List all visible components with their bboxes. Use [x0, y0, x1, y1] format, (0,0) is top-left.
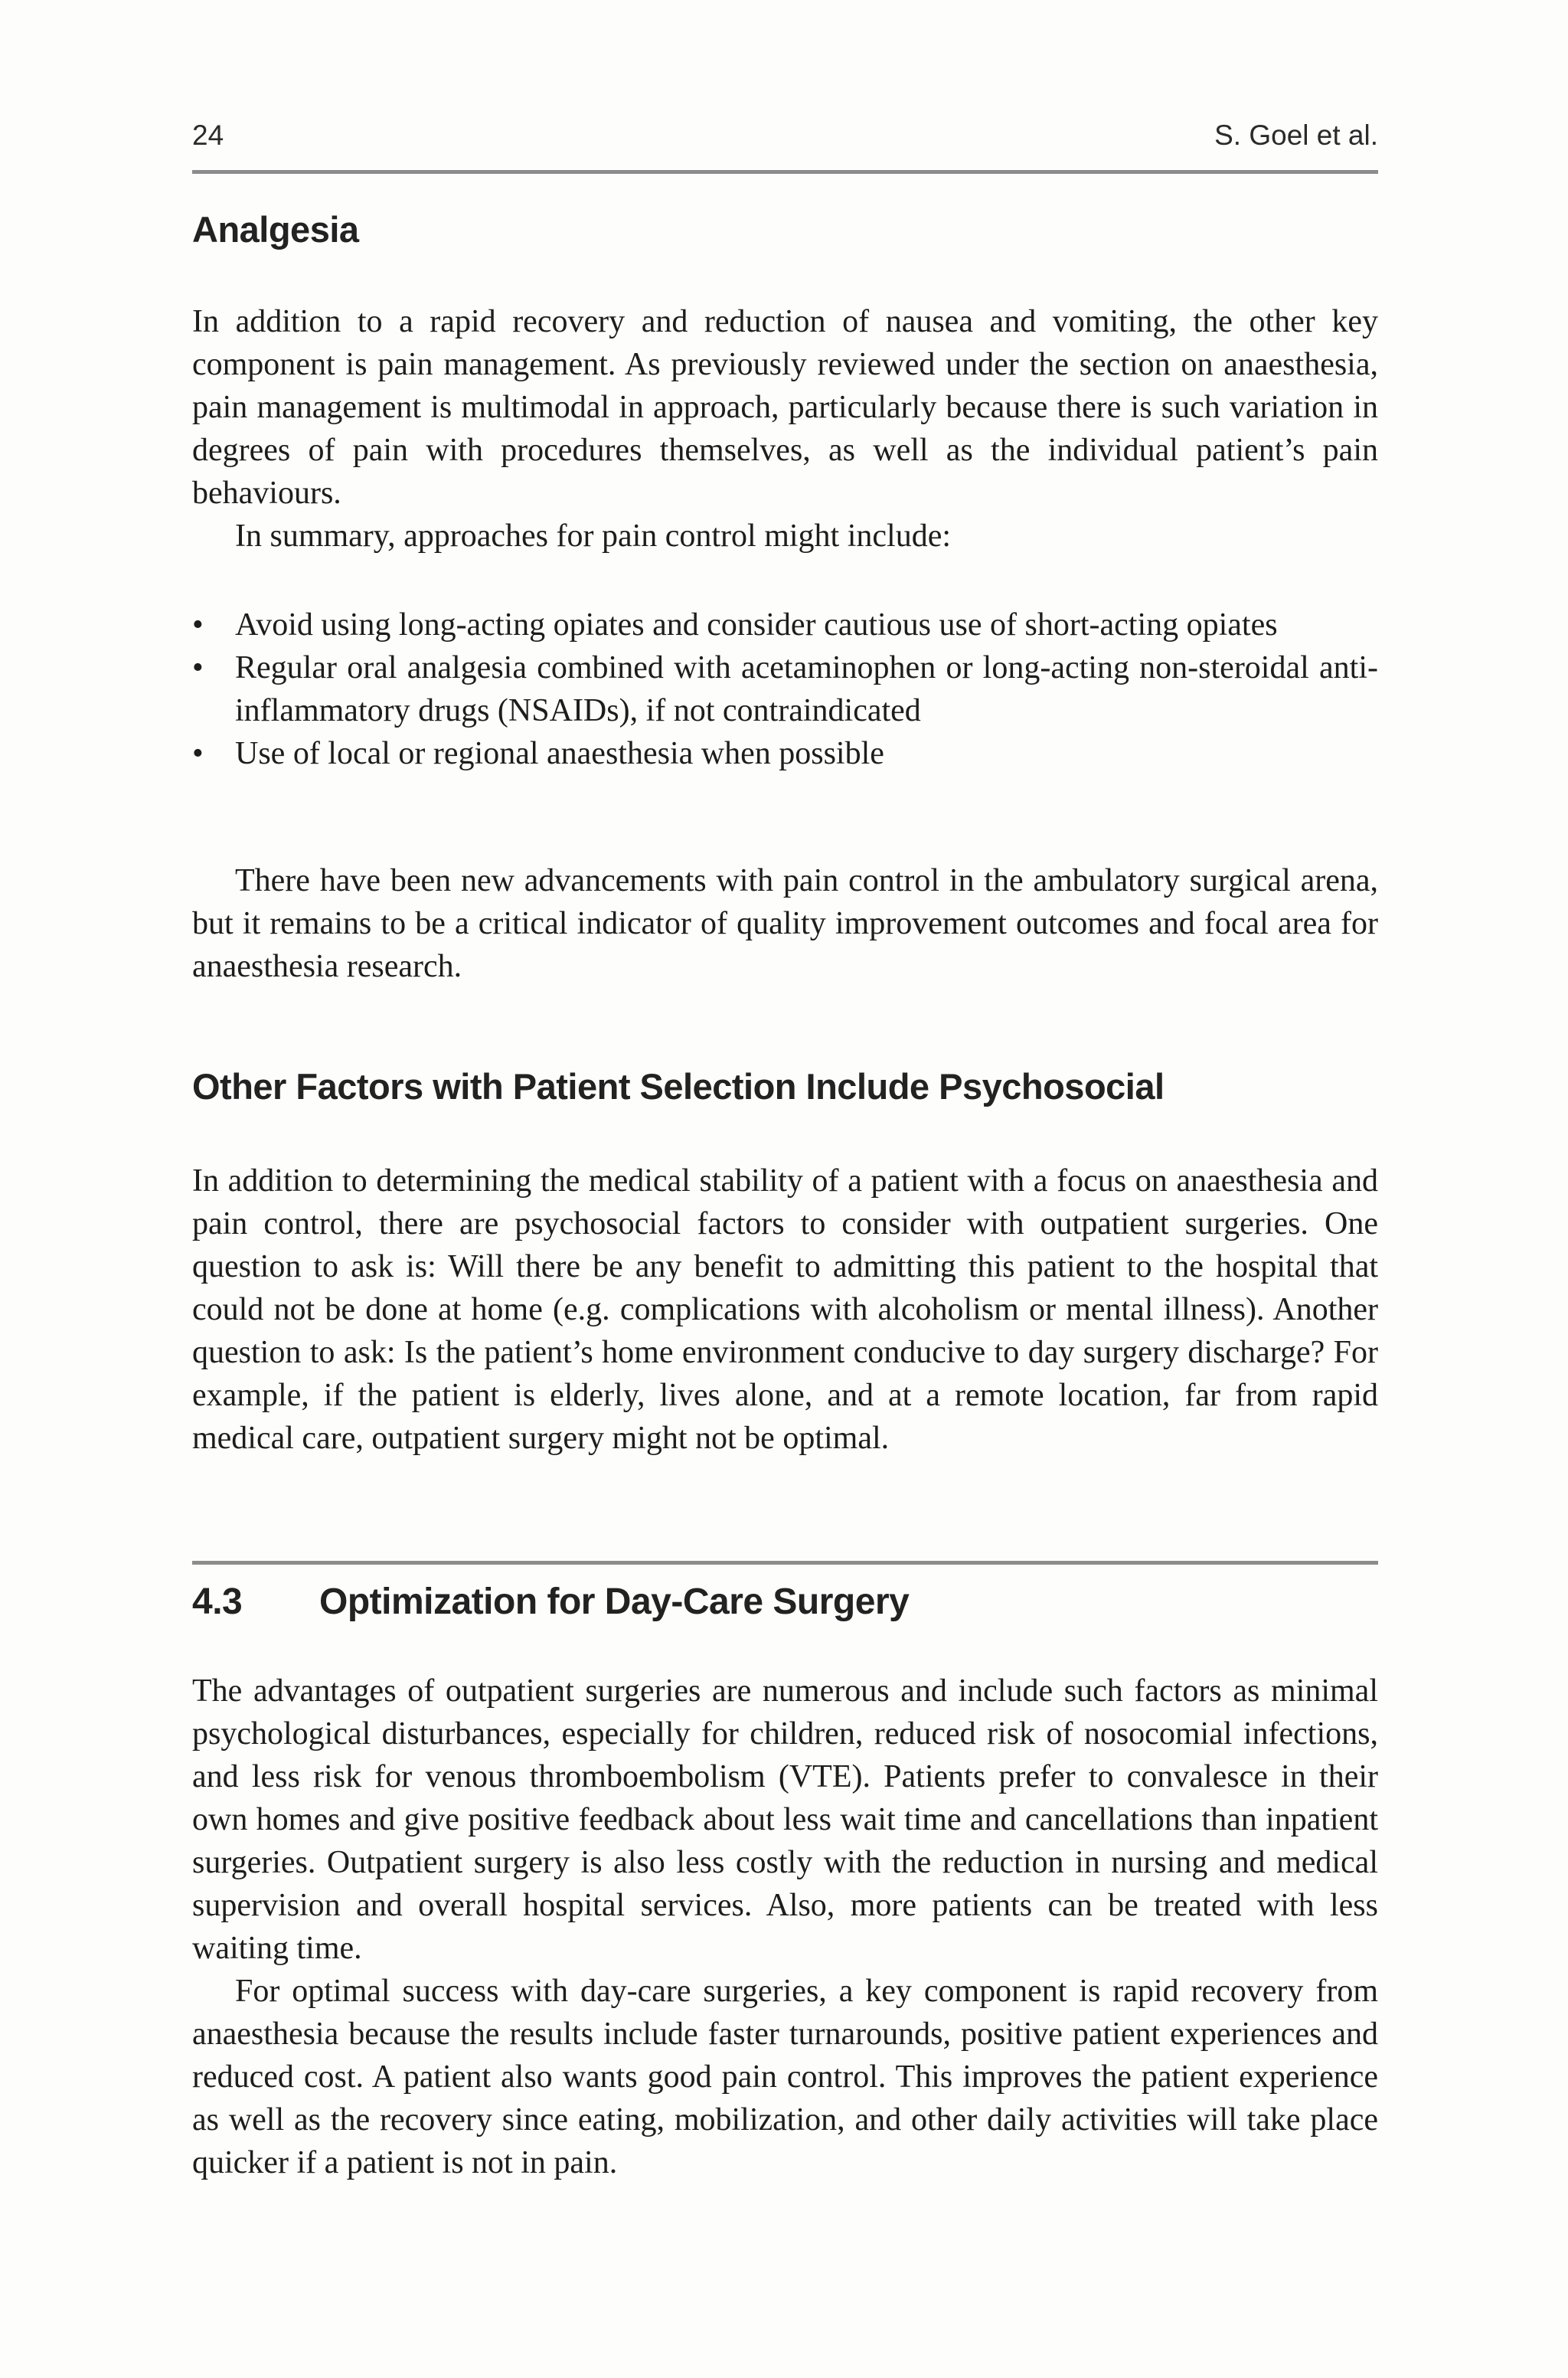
header-rule: [192, 170, 1378, 174]
psychosocial-body: [192, 1160, 1378, 1460]
analgesia-body: [192, 300, 1378, 558]
list-item-text: Avoid using long-acting opiates and consider cautious use of short-acting opiates: [235, 607, 1278, 643]
psychosocial-heading: Other Factors with Patient Selection Include Psychosocial: [192, 1066, 1165, 1107]
psychosocial-paragraph-1: In addition to determining the medical stability of a patient with a focus on anaesthesia and pain control, there are psychosocial factors to consider with outpatient surgeries. One question to ask is: Will there be any benefit to admitting this patient to the hospital that could not be done at home (e.g. complications with alcoholism or mental illness). Another question to ask: Is the patient’s home environment conducive to day surgery discharge? For example, if the patient is elderly, lives alone, and at a remote location, far from rapid medical care, outpatient surgery might not be optimal.: [192, 1163, 1378, 1456]
bullet-marker: •: [192, 650, 204, 685]
section-paragraph-1: The advantages of outpatient surgeries are numerous and include such factors as minimal psychological disturbances, especially for children, reduced risk of nosocomial infections, and less risk for venous thromboembolism (VTE). Patients prefer to convalesce in their own homes and give positive feedback about less wait time and cancellations than inpatient surgeries. Outpatient surgery is also less costly with the reduction in nursing and medical supervision and overall hospital services. Also, more patients can be treated with less waiting time.: [192, 1673, 1378, 1966]
pain-control-list: [192, 603, 1378, 775]
author-credit: S. Goel et al.: [1214, 119, 1378, 151]
analgesia-paragraph-3: There have been new advancements with pain control in the ambulatory surgical arena, but it remains to be a critical indicator of quality improvement outcomes and focal area for anaesthesia research.: [192, 863, 1378, 984]
page-number: 24: [192, 119, 224, 151]
list-item: [192, 646, 1378, 732]
analgesia-paragraph-1: In addition to a rapid recovery and reduction of nausea and vomiting, the other key component is pain management. As previously reviewed under the section on anaesthesia, pain management is multimodal in approach, particularly because there is such variation in degrees of pain with procedures themselves, as well as the individual patient’s pain behaviours.: [192, 304, 1378, 511]
section-rule: [192, 1561, 1378, 1565]
list-item: [192, 732, 1378, 775]
section-paragraph-2: For optimal success with day-care surgeries, a key component is rapid recovery from anaesthesia because the results include faster turnarounds, positive patient experiences and reduced cost. A patient also wants good pain control. This improves the patient experience as well as the recovery since eating, mobilization, and other daily activities will take place quicker if a patient is not in pain.: [192, 1974, 1378, 2180]
section-body: [192, 1670, 1378, 2184]
bullet-marker: •: [192, 736, 204, 771]
bullet-marker: •: [192, 607, 204, 643]
section-number: 4.3: [192, 1582, 243, 1622]
section-title: Optimization for Day-Care Surgery: [319, 1582, 910, 1622]
running-head: [192, 119, 1378, 152]
section-heading: [192, 1581, 1378, 1623]
list-item: [192, 603, 1378, 646]
analgesia-closing: [192, 859, 1378, 988]
analgesia-paragraph-2: In summary, approaches for pain control might include:: [235, 518, 952, 554]
analgesia-heading: Analgesia: [192, 209, 359, 250]
list-item-text: Use of local or regional anaesthesia when possible: [235, 736, 884, 771]
list-item-text: Regular oral analgesia combined with acetaminophen or long-acting non-steroidal anti-inflammatory drugs (NSAIDs), if not contraindicated: [235, 650, 1378, 728]
